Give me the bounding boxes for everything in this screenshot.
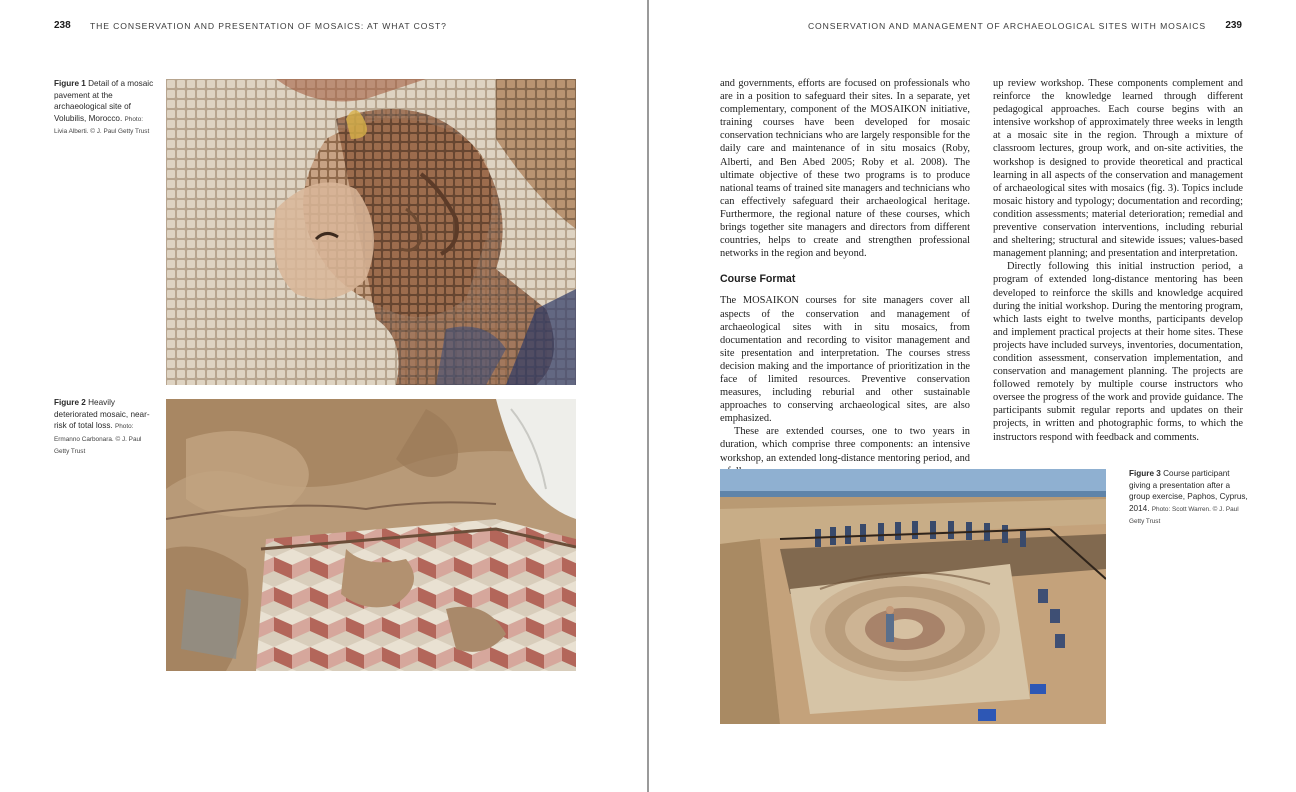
figure1-caption-text: Detail of a mosaic pavement at the archaeological site of Volubilis, Morocco. <box>54 79 154 123</box>
figure1-credit: Photo: Livia Alberti. © J. Paul Getty Trust <box>54 115 150 135</box>
column2-paragraph-2: Directly following this initial instruction period, a program of extended long-distance mentoring has been developed to reinforce the skills and knowledge acquired during the initial workshop. During the mentoring program, which lasts eight to twelve months, participants develop and implement practical projects at their home sites. These projects have included surveys, inventories, documentation, condition assessment, conservation implementation, and conservation and management planning. The projects are followed remotely by multiple course instructors who oversee the progress of the work and provide guidance. The participants submit regular reports and updates on their projects, in written and photographic forms, to which the instructors respond with feedback and comments. <box>993 261 1243 443</box>
figure3-caption-text: Course participant giving a presentation after a group exercise, Paphos, Cyprus, 2014. <box>1129 469 1248 513</box>
page-number-left: 238 <box>54 20 71 31</box>
column1-paragraph-2: The MOSAIKON courses for site managers cover all aspects of the conservation and management of archaeological sites with in situ mosaics, from documentation and recording to visitor management and site presentation and interpretation. The courses stress decision making and the importance of prioritization in the face of limited resources. Preventive conservation measures, including reburial and other sustainable approaches to conserving archaeological sites, are also emphasized. <box>720 295 970 425</box>
section-heading-course-format: Course Format <box>720 273 796 286</box>
column1-paragraph-1: and governments, efforts are focused on professionals who are in a position to safeguard their sites. In a separate, yet complementary, component of the MOSAIKON initiative, training courses have been developed for mosaic conservation technicians who are largely responsible for the daily care and maintenance of in situ mosaics (Roby, Alberti, and Ben Abed 2005; Roby et al. 2008). The ultimate objective of these two programs is to produce national teams of trained site managers and technicians who can effectively safeguard their archaeological heritage. Furthermore, the regional nature of these courses, which brings together site managers and directors from different countries, helps to create and strengthen professional networks in the region and beyond. <box>720 78 970 260</box>
figure2-deteriorated-mosaic-photo <box>166 399 576 671</box>
figure1-label: Figure 1 <box>54 79 86 88</box>
column2-paragraph-1: up review workshop. These components complement and reinforce the knowledge learned through different pedagogical approaches. Each course begins with an intensive workshop of approximately three weeks in length at a mosaic site in the region. Through a mixture of classroom lectures, group work, and on-site activities, the workshop is designed to provide theoretical and practical learning in all aspects of the conservation and management of archaeological sites with mosaics (fig. 3). Topics include mosaic history and typology; documentation and recording; condition assessments; material deterioration; remedial and preventive conservation interventions, including reburial and sheltering; structural and sitewide issues; values-based management planning; and presentation and interpretation. <box>993 78 1243 260</box>
figure1-caption <box>54 78 154 138</box>
figure3-caption <box>1129 468 1249 528</box>
figure2-credit: Photo: Ermanno Carbonara. © J. Paul Getty Trust <box>54 423 142 455</box>
text-column-1 <box>720 77 970 478</box>
figure3-workshop-photo <box>720 469 1106 724</box>
figure3-credit: Photo: Scott Warren. © J. Paul Getty Trust <box>1129 505 1239 525</box>
page-number-right: 239 <box>1225 20 1242 31</box>
right-page <box>649 0 1296 792</box>
figure2-caption <box>54 397 154 458</box>
running-head-left: THE CONSERVATION AND PRESENTATION OF MOSAICS: AT WHAT COST? <box>90 21 447 31</box>
figure2-caption-text: Heavily deteriorated mosaic, near-risk of total loss. <box>54 398 150 430</box>
figure1-mosaic-photo <box>166 79 576 385</box>
text-column-2 <box>993 77 1243 444</box>
column1-paragraph-3: These are extended courses, one to two years in duration, which comprise three components: an intensive workshop, an extended long-distance mentoring period, and <box>720 426 970 464</box>
figure3-label: Figure 3 <box>1129 469 1161 478</box>
figure2-label: Figure 2 <box>54 398 86 407</box>
running-head-right: CONSERVATION AND MANAGEMENT OF ARCHAEOLOGICAL SITES WITH MOSAICS <box>807 21 1206 31</box>
